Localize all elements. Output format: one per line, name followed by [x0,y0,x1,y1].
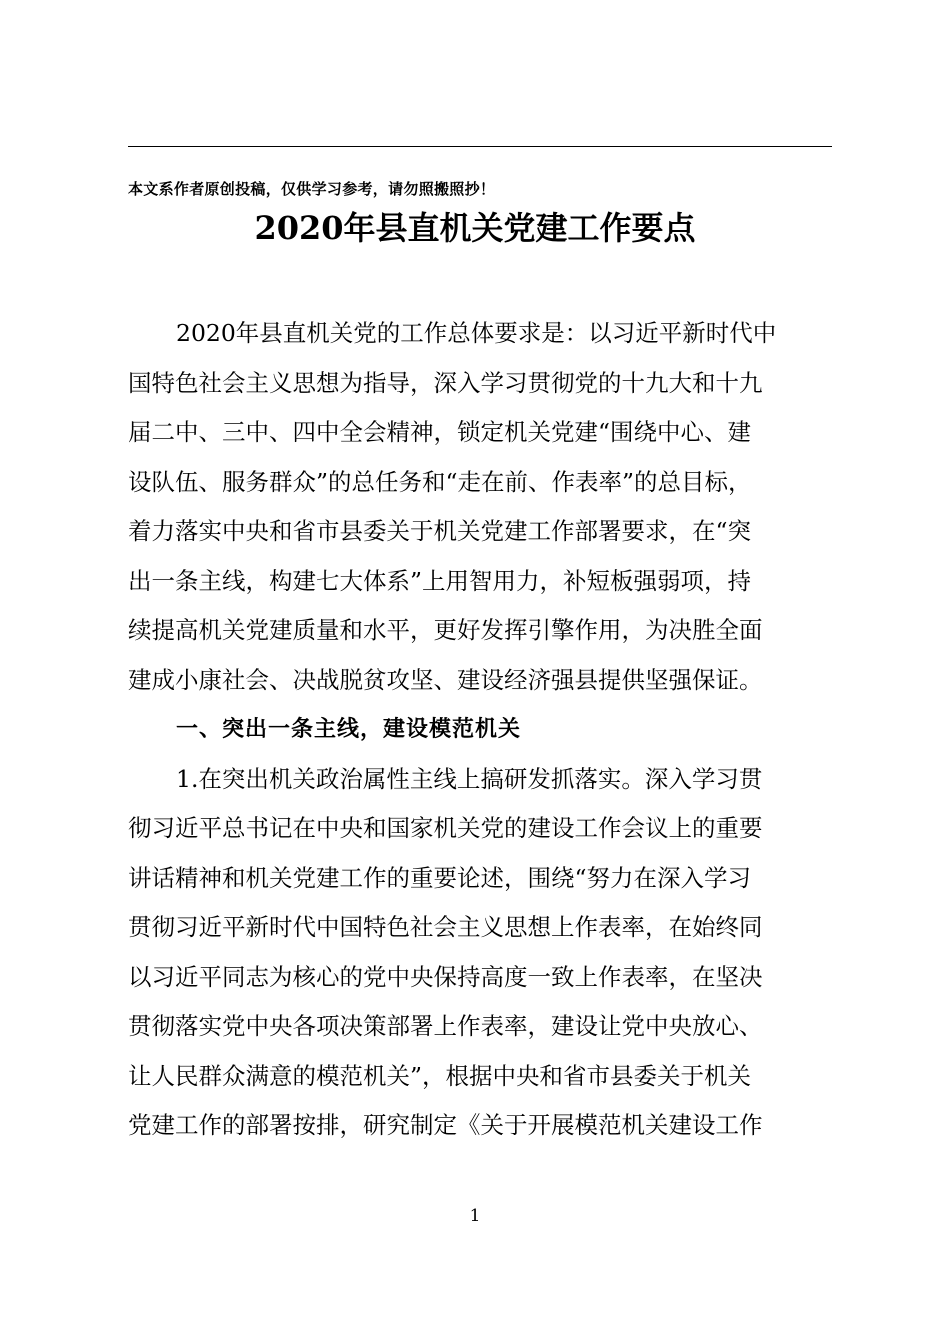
header-rule [128,146,832,147]
page-number: 1 [469,1206,481,1226]
paragraph-line: 彻习近平总书记在中央和国家机关党的建设工作会议上的重要 [128,814,763,842]
paragraph-line: 贯彻习近平新时代中国特色社会主义思想上作表率，在始终同 [128,913,763,941]
paragraph-line: 2020年县直机关党的工作总体要求是：以习近平新时代中 [176,319,777,347]
disclaimer-note: 本文系作者原创投稿，仅供学习参考，请勿照搬照抄！ [128,180,496,198]
paragraph-line: 让人民群众满意的模范机关”，根据中央和省市县委关于机关 [128,1061,752,1090]
paragraph-line: 国特色社会主义思想为指导，深入学习贯彻党的十九大和十九 [128,368,763,397]
paragraph-line: 贯彻落实党中央各项决策部署上作表率，建设让党中央放心、 [128,1012,763,1040]
paragraph-line: 届二中、三中、四中全会精神，锁定机关党建“围绕中心、建 [128,418,752,446]
paragraph-line: 着力落实中央和省市县委关于机关党建工作部署要求，在“突 [128,517,752,545]
paragraph-line: 出一条主线，构建七大体系”上用智用力，补短板强弱项，持 [128,566,752,595]
paragraph-line: 党建工作的部署按排，研究制定《关于开展模范机关建设工作 [128,1111,763,1139]
paragraph-line: 讲话精神和机关党建工作的重要论述，围绕“努力在深入学习 [128,863,752,892]
paragraph-line: 续提高机关党建质量和水平，更好发挥引擎作用，为决胜全面 [128,616,763,644]
paragraph-line: 设队伍、服务群众”的总任务和“走在前、作表率”的总目标， [128,467,752,496]
document-title: 2020年县直机关党建工作要点 [254,209,696,247]
section-heading: 一、突出一条主线，建设模范机关 [176,717,522,742]
paragraph-line: 1.在突出机关政治属性主线上搞研发抓落实。深入学习贯 [176,764,763,793]
document-body [128,309,848,1151]
paragraph-line: 以习近平同志为核心的党中央保持高度一致上作表率，在坚决 [128,962,763,991]
paragraph-line: 建成小康社会、决战脱贫攻坚、建设经济强县提供坚强保证。 [128,665,763,694]
